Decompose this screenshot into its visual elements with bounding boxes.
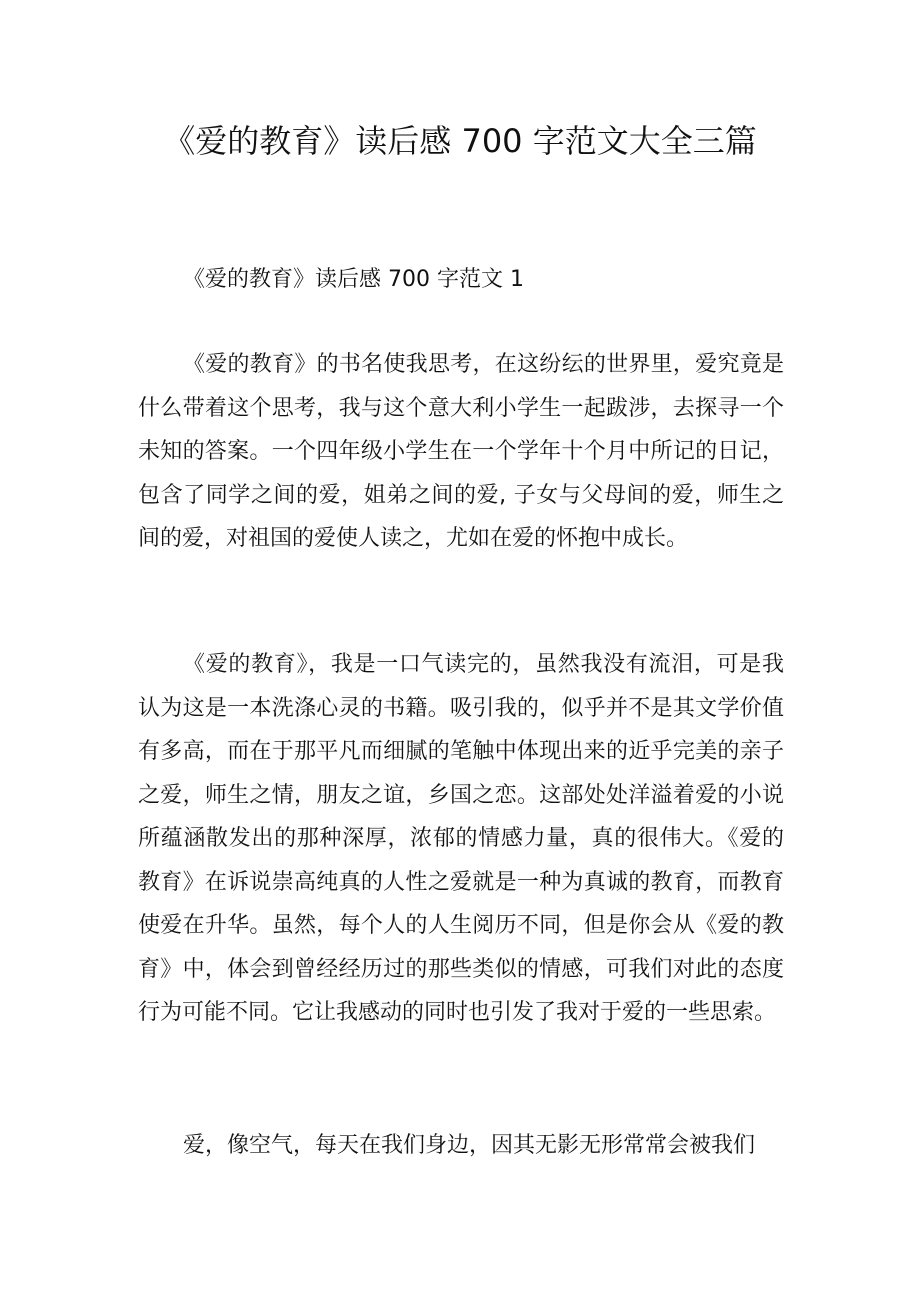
paragraph-1: 《爱的教育》的书名使我思考，在这纷纭的世界里，爱究竟是什么带着这个思考，我与这个意大利小学生一起跋涉，去探寻一个未知的答案。一个四年级小学生在一个学年十个月中所记的日记，包含了同学之间的爱，姐弟之间的爱, 子女与父母间的爱，师生之间的爱，对祖国的爱使人读之，尤如在爱的怀抱中成长。 bbox=[138, 352, 784, 551]
document-title: 《爱的教育》读后感 700 字范文大全三篇 bbox=[163, 122, 757, 160]
paragraph-2: 《爱的教育》，我是一口气读完的，虽然我没有流泪，可是我认为这是一本洗涤心灵的书籍。吸引我的，似乎并不是其文学价值有多高，而在于那平凡而细腻的笔触中体现出来的近乎完美的亲子之爱，师生之情，朋友之谊，乡国之恋。这部处处洋溢着爱的小说所蕴涵散发出的那种深厚，浓郁的情感力量，真的很伟大。《爱的教育》在诉说崇高纯真的人性之爱就是一种为真诚的教育，而教育使爱在升华。虽然，每个人的人生阅历不同，但是你会从《爱的教育》中，体会到曾经经历过的那些类似的情感，可我们对此的态度行为可能不同。它让我感动的同时也引发了我对于爱的一些思索。 bbox=[138, 652, 784, 1025]
paragraph-3: 爱，像空气，每天在我们身边，因其无影无形常常会被我们 bbox=[183, 1133, 756, 1158]
section-heading: 《爱的教育》读后感 700 字范文 1 bbox=[183, 267, 524, 292]
